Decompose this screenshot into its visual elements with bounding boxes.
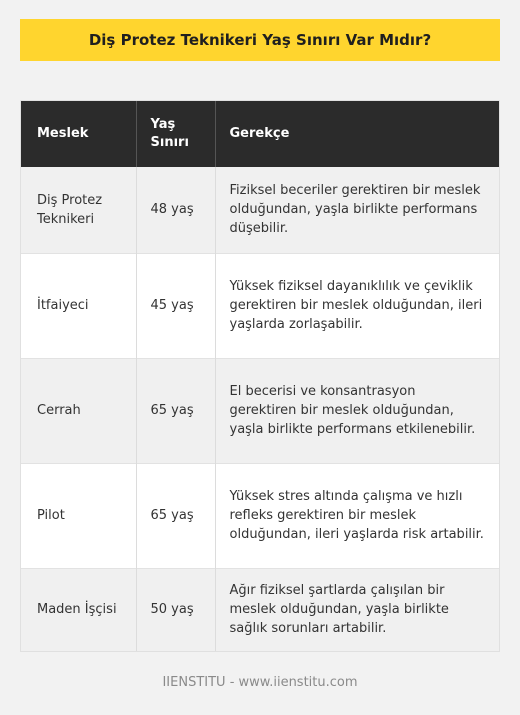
cell-yas: 48 yaş: [136, 167, 215, 253]
title-banner: [20, 19, 500, 61]
cell-yas: 50 yaş: [136, 568, 215, 651]
table-row: [21, 568, 499, 651]
footer-credit: IIENSTITU - www.iienstitu.com: [162, 675, 358, 690]
cell-gerekce: Yüksek fiziksel dayanıklılık ve çeviklik gerektiren bir meslek olduğundan, ileri yaşlarda zorlaşabilir.: [229, 279, 483, 332]
header-gerekce: Gerekçe: [229, 126, 290, 141]
cell-yas: 45 yaş: [136, 253, 215, 358]
header-meslek: Meslek: [37, 126, 89, 141]
table-row: [21, 167, 499, 253]
table-row: [21, 253, 499, 358]
cell-yas: 65 yaş: [136, 463, 215, 568]
cell-meslek: Maden İşçisi: [37, 602, 117, 618]
comparison-table: [20, 100, 500, 652]
page-title: Diş Protez Teknikeri Yaş Sınırı Var Mıdır?: [88, 31, 432, 49]
cell-yas: 65 yaş: [136, 358, 215, 463]
cell-gerekce: El becerisi ve konsantrasyon gerektiren bir meslek olduğundan, yaşla birlikte performans etkilenebilir.: [229, 384, 476, 437]
cell-meslek: Diş Protez Teknikeri: [37, 192, 103, 227]
cell-gerekce: Yüksek stres altında çalışma ve hızlı refleks gerektiren bir meslek olduğundan, ileri yaşlarda risk artabilir.: [229, 489, 484, 542]
table-row: [21, 463, 499, 568]
cell-gerekce: Fiziksel beceriler gerektiren bir meslek olduğundan, yaşla birlikte performans düşebilir.: [229, 183, 481, 237]
cell-meslek: Cerrah: [37, 403, 81, 418]
header-yas-siniri: Yaş Sınırı: [136, 101, 215, 167]
table-header-row: [21, 101, 499, 167]
cell-meslek: İtfaiyeci: [37, 298, 89, 313]
table-row: [21, 358, 499, 463]
cell-gerekce: Ağır fiziksel şartlarda çalışılan bir meslek olduğundan, yaşla birlikte sağlık sorunları artabilir.: [229, 583, 449, 637]
cell-meslek: Pilot: [37, 508, 65, 523]
